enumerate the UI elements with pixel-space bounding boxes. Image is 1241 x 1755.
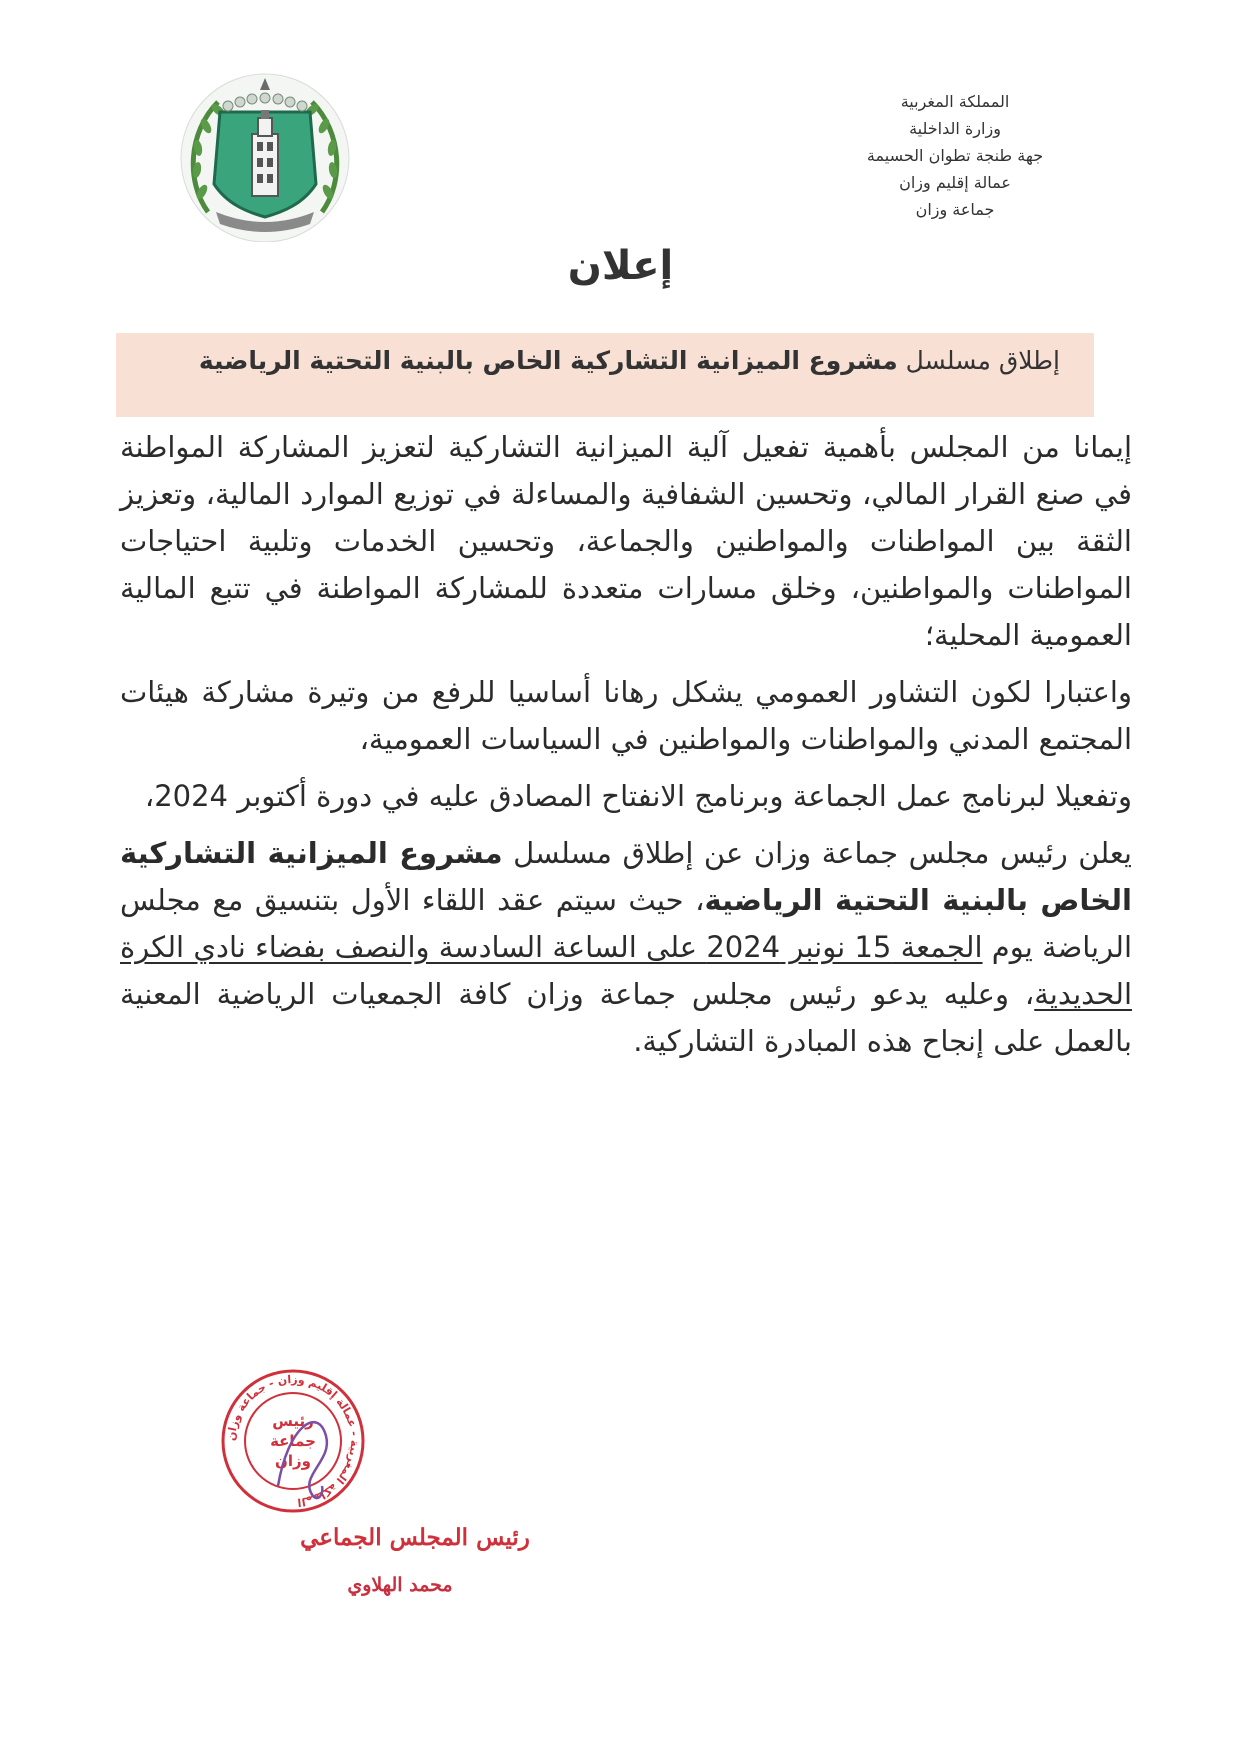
paragraph-announcement <box>120 830 1132 1065</box>
announcement-project-name: مشروع الميزانية التشاركية الخاص بالبنية التحتية الرياضية <box>120 836 1132 917</box>
announcement-body <box>120 424 1132 1075</box>
banner-project-name: مشروع الميزانية التشاركية الخاص بالبنية التحتية الرياضية <box>198 346 898 375</box>
announcement-call: ، وعليه يدعو رئيس مجلس جماعة وزان كافة الجمعيات الرياضية المعنية بالعمل على إنجاح هذه المبادرة التشاركية. <box>120 977 1132 1058</box>
stamp-ring-text: المملكة المغربية - عمالة إقليم وزان - جماعة وزان <box>224 1372 362 1509</box>
header-ministry: وزارة الداخلية <box>909 119 1001 138</box>
banner-prefix: إطلاق مسلسل <box>897 346 1060 375</box>
announcement-intro: يعلن رئيس مجلس جماعة وزان عن إطلاق مسلسل <box>502 836 1132 870</box>
subject-banner <box>116 333 1094 417</box>
meeting-date-venue: الجمعة 15 نونبر 2024 على الساعة السادسة والنصف بفضاء نادي الكرة الحديدية <box>120 930 1132 1011</box>
paragraph-program: وتفعيلا لبرنامج عمل الجماعة وبرنامج الانفتاح المصادق عليه في دورة أكتوبر 2024، <box>144 779 1132 813</box>
signatory-name: محمد الهلاوي <box>347 1574 453 1596</box>
announcement-meeting-intro: ، حيث سيتم عقد اللقاء الأول بتنسيق مع مجلس الرياضة يوم <box>120 883 1132 964</box>
commune-emblem-icon <box>178 72 352 242</box>
header-region: جهة طنجة تطوان الحسيمة <box>866 146 1044 165</box>
paragraph-preamble: إيمانا من المجلس بأهمية تفعيل آلية الميزانية التشاركية لتعزيز المشاركة المواطنة في صنع القرار المالي، وتحسين الشفافية والمساءلة في توزيع الموارد المالية، وتعزيز الثقة بين المواطنات والمواطنين والجماعة، وتحسين الخدمات وتلبية احتياجات المواطنات والمواطنين، وخلق مسارات متعددة للمشاركة المواطنة في تتبع المالية العمومية المحلية؛ <box>120 430 1132 652</box>
stamp-inner-line-2: جماعة <box>270 1432 316 1450</box>
stamp-inner-line-3: وزان <box>275 1452 311 1470</box>
issuer-header <box>820 88 1090 223</box>
header-commune: جماعة وزان <box>915 200 995 219</box>
header-province: عمالة إقليم وزان <box>899 173 1011 192</box>
signatory-title: رئيس المجلس الجماعي <box>300 1524 530 1551</box>
official-stamp-icon <box>218 1366 368 1516</box>
paragraph-consultation: واعتبارا لكون التشاور العمومي يشكل رهانا أساسيا للرفع من وتيرة مشاركة هيئات المجتمع المدني والمواطنات والمواطنين في السياسات العمومية، <box>120 675 1132 756</box>
stamp-inner-line-1: رئيس <box>272 1412 314 1430</box>
announcement-title: إعلان <box>567 243 674 289</box>
header-kingdom: المملكة المغربية <box>900 92 1010 111</box>
